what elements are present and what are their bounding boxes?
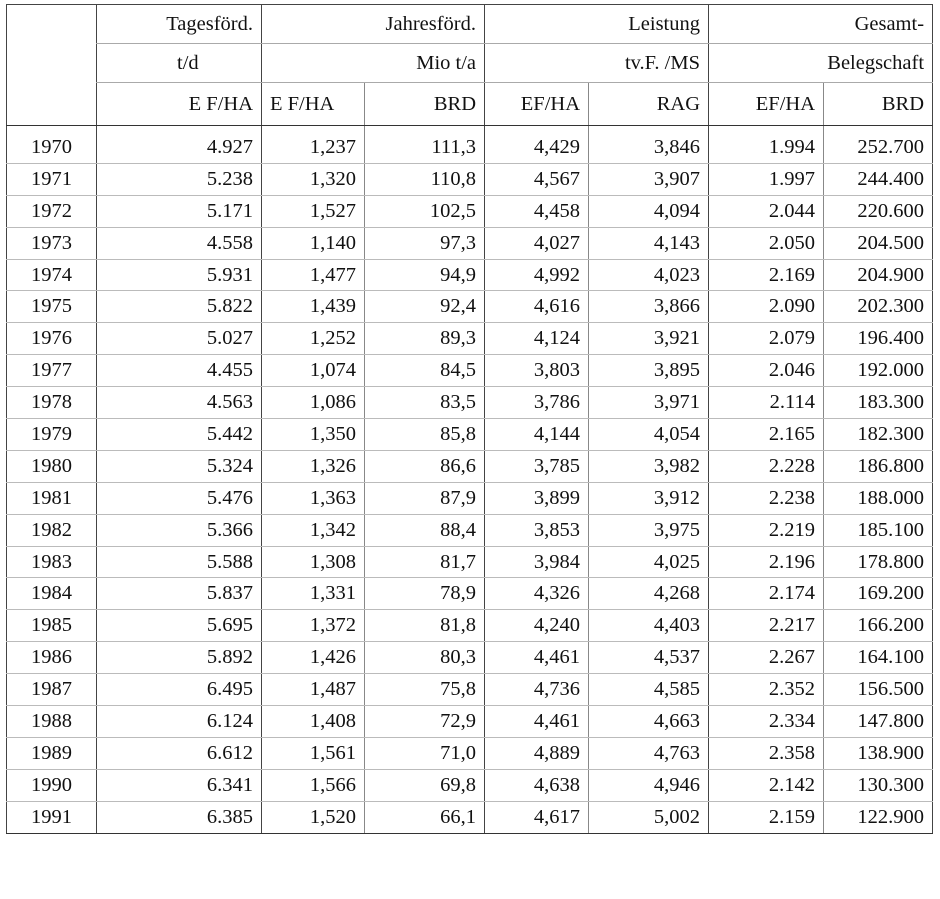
year-cell: 1989 bbox=[7, 737, 97, 769]
leistung-ef-cell: 4,124 bbox=[485, 323, 589, 355]
year-cell: 1979 bbox=[7, 419, 97, 451]
table-row bbox=[7, 514, 933, 546]
header-tagesfoerd: Tagesförd. bbox=[97, 5, 262, 44]
tagesfoerd-cell: 6.385 bbox=[97, 801, 262, 833]
table-row bbox=[7, 227, 933, 259]
jahresfoerd-brd-cell: 87,9 bbox=[365, 482, 485, 514]
year-cell: 1982 bbox=[7, 514, 97, 546]
header-col-5: RAG bbox=[589, 83, 709, 126]
tagesfoerd-cell: 5.695 bbox=[97, 610, 262, 642]
tagesfoerd-cell: 5.238 bbox=[97, 163, 262, 195]
header-col-2: E F/HA bbox=[262, 83, 365, 126]
belegschaft-ef-cell: 1.997 bbox=[709, 163, 824, 195]
jahresfoerd-ef-cell: 1,342 bbox=[262, 514, 365, 546]
jahresfoerd-brd-cell: 102,5 bbox=[365, 195, 485, 227]
table-body bbox=[7, 132, 933, 833]
leistung-ef-cell: 3,803 bbox=[485, 355, 589, 387]
tagesfoerd-cell: 6.612 bbox=[97, 737, 262, 769]
tagesfoerd-cell: 6.341 bbox=[97, 769, 262, 801]
header-corner-2 bbox=[7, 44, 97, 83]
header-col-6: EF/HA bbox=[709, 83, 824, 126]
jahresfoerd-ef-cell: 1,477 bbox=[262, 259, 365, 291]
jahresfoerd-brd-cell: 81,8 bbox=[365, 610, 485, 642]
belegschaft-ef-cell: 2.196 bbox=[709, 546, 824, 578]
year-cell: 1978 bbox=[7, 387, 97, 419]
jahresfoerd-ef-cell: 1,140 bbox=[262, 227, 365, 259]
jahresfoerd-brd-cell: 78,9 bbox=[365, 578, 485, 610]
belegschaft-brd-cell: 182.300 bbox=[824, 419, 933, 451]
belegschaft-ef-cell: 2.044 bbox=[709, 195, 824, 227]
leistung-rag-cell: 4,094 bbox=[589, 195, 709, 227]
tagesfoerd-cell: 4.563 bbox=[97, 387, 262, 419]
tagesfoerd-cell: 6.124 bbox=[97, 706, 262, 738]
year-cell: 1973 bbox=[7, 227, 97, 259]
jahresfoerd-brd-cell: 85,8 bbox=[365, 419, 485, 451]
year-cell: 1988 bbox=[7, 706, 97, 738]
jahresfoerd-brd-cell: 111,3 bbox=[365, 132, 485, 163]
year-cell: 1990 bbox=[7, 769, 97, 801]
jahresfoerd-brd-cell: 94,9 bbox=[365, 259, 485, 291]
belegschaft-ef-cell: 2.238 bbox=[709, 482, 824, 514]
leistung-ef-cell: 3,853 bbox=[485, 514, 589, 546]
leistung-rag-cell: 4,023 bbox=[589, 259, 709, 291]
jahresfoerd-ef-cell: 1,439 bbox=[262, 291, 365, 323]
year-cell: 1971 bbox=[7, 163, 97, 195]
tagesfoerd-cell: 5.931 bbox=[97, 259, 262, 291]
header-gesamt-unit: Belegschaft bbox=[709, 44, 933, 83]
belegschaft-ef-cell: 2.046 bbox=[709, 355, 824, 387]
year-cell: 1977 bbox=[7, 355, 97, 387]
table-row bbox=[7, 195, 933, 227]
belegschaft-ef-cell: 2.079 bbox=[709, 323, 824, 355]
belegschaft-brd-cell: 183.300 bbox=[824, 387, 933, 419]
year-cell: 1976 bbox=[7, 323, 97, 355]
table-row bbox=[7, 706, 933, 738]
belegschaft-brd-cell: 202.300 bbox=[824, 291, 933, 323]
year-cell: 1972 bbox=[7, 195, 97, 227]
tagesfoerd-cell: 5.027 bbox=[97, 323, 262, 355]
belegschaft-ef-cell: 2.217 bbox=[709, 610, 824, 642]
jahresfoerd-ef-cell: 1,252 bbox=[262, 323, 365, 355]
jahresfoerd-brd-cell: 86,6 bbox=[365, 450, 485, 482]
belegschaft-brd-cell: 188.000 bbox=[824, 482, 933, 514]
jahresfoerd-brd-cell: 66,1 bbox=[365, 801, 485, 833]
jahresfoerd-ef-cell: 1,326 bbox=[262, 450, 365, 482]
leistung-rag-cell: 3,912 bbox=[589, 482, 709, 514]
leistung-rag-cell: 4,663 bbox=[589, 706, 709, 738]
leistung-rag-cell: 3,975 bbox=[589, 514, 709, 546]
jahresfoerd-ef-cell: 1,320 bbox=[262, 163, 365, 195]
belegschaft-ef-cell: 2.174 bbox=[709, 578, 824, 610]
belegschaft-ef-cell: 2.228 bbox=[709, 450, 824, 482]
belegschaft-brd-cell: 130.300 bbox=[824, 769, 933, 801]
leistung-ef-cell: 4,429 bbox=[485, 132, 589, 163]
table-row bbox=[7, 482, 933, 514]
leistung-ef-cell: 4,616 bbox=[485, 291, 589, 323]
jahresfoerd-brd-cell: 84,5 bbox=[365, 355, 485, 387]
header-corner-3 bbox=[7, 83, 97, 126]
leistung-ef-cell: 4,567 bbox=[485, 163, 589, 195]
belegschaft-ef-cell: 2.114 bbox=[709, 387, 824, 419]
belegschaft-brd-cell: 138.900 bbox=[824, 737, 933, 769]
table-row bbox=[7, 419, 933, 451]
belegschaft-ef-cell: 1.994 bbox=[709, 132, 824, 163]
leistung-rag-cell: 3,921 bbox=[589, 323, 709, 355]
belegschaft-brd-cell: 196.400 bbox=[824, 323, 933, 355]
leistung-rag-cell: 4,763 bbox=[589, 737, 709, 769]
header-col-7: BRD bbox=[824, 83, 933, 126]
jahresfoerd-brd-cell: 81,7 bbox=[365, 546, 485, 578]
jahresfoerd-brd-cell: 110,8 bbox=[365, 163, 485, 195]
belegschaft-brd-cell: 185.100 bbox=[824, 514, 933, 546]
jahresfoerd-ef-cell: 1,527 bbox=[262, 195, 365, 227]
belegschaft-ef-cell: 2.169 bbox=[709, 259, 824, 291]
jahresfoerd-ef-cell: 1,426 bbox=[262, 642, 365, 674]
jahresfoerd-ef-cell: 1,363 bbox=[262, 482, 365, 514]
leistung-ef-cell: 4,889 bbox=[485, 737, 589, 769]
leistung-rag-cell: 4,054 bbox=[589, 419, 709, 451]
year-cell: 1984 bbox=[7, 578, 97, 610]
leistung-ef-cell: 4,992 bbox=[485, 259, 589, 291]
belegschaft-brd-cell: 178.800 bbox=[824, 546, 933, 578]
jahresfoerd-brd-cell: 88,4 bbox=[365, 514, 485, 546]
belegschaft-brd-cell: 204.900 bbox=[824, 259, 933, 291]
table-row bbox=[7, 355, 933, 387]
jahresfoerd-ef-cell: 1,308 bbox=[262, 546, 365, 578]
leistung-rag-cell: 4,143 bbox=[589, 227, 709, 259]
jahresfoerd-ef-cell: 1,350 bbox=[262, 419, 365, 451]
belegschaft-ef-cell: 2.050 bbox=[709, 227, 824, 259]
table-row bbox=[7, 578, 933, 610]
tagesfoerd-cell: 6.495 bbox=[97, 674, 262, 706]
jahresfoerd-brd-cell: 97,3 bbox=[365, 227, 485, 259]
year-cell: 1970 bbox=[7, 132, 97, 163]
leistung-rag-cell: 4,025 bbox=[589, 546, 709, 578]
jahresfoerd-ef-cell: 1,520 bbox=[262, 801, 365, 833]
year-cell: 1983 bbox=[7, 546, 97, 578]
table-row bbox=[7, 291, 933, 323]
header-corner bbox=[7, 5, 97, 44]
jahresfoerd-brd-cell: 80,3 bbox=[365, 642, 485, 674]
jahresfoerd-brd-cell: 72,9 bbox=[365, 706, 485, 738]
header-leistung: Leistung bbox=[485, 5, 709, 44]
leistung-ef-cell: 3,899 bbox=[485, 482, 589, 514]
jahresfoerd-ef-cell: 1,561 bbox=[262, 737, 365, 769]
belegschaft-ef-cell: 2.159 bbox=[709, 801, 824, 833]
header-jahresfoerd: Jahresförd. bbox=[262, 5, 485, 44]
belegschaft-brd-cell: 204.500 bbox=[824, 227, 933, 259]
production-table bbox=[6, 4, 933, 834]
leistung-ef-cell: 3,984 bbox=[485, 546, 589, 578]
tagesfoerd-cell: 5.324 bbox=[97, 450, 262, 482]
leistung-ef-cell: 4,461 bbox=[485, 706, 589, 738]
tagesfoerd-cell: 5.366 bbox=[97, 514, 262, 546]
tagesfoerd-cell: 5.442 bbox=[97, 419, 262, 451]
year-cell: 1985 bbox=[7, 610, 97, 642]
belegschaft-brd-cell: 122.900 bbox=[824, 801, 933, 833]
jahresfoerd-ef-cell: 1,237 bbox=[262, 132, 365, 163]
belegschaft-ef-cell: 2.142 bbox=[709, 769, 824, 801]
header-jahresfoerd-unit: Mio t/a bbox=[262, 44, 485, 83]
year-cell: 1991 bbox=[7, 801, 97, 833]
table-row bbox=[7, 642, 933, 674]
jahresfoerd-ef-cell: 1,566 bbox=[262, 769, 365, 801]
jahresfoerd-ef-cell: 1,331 bbox=[262, 578, 365, 610]
jahresfoerd-ef-cell: 1,408 bbox=[262, 706, 365, 738]
leistung-ef-cell: 4,638 bbox=[485, 769, 589, 801]
leistung-rag-cell: 3,907 bbox=[589, 163, 709, 195]
year-cell: 1981 bbox=[7, 482, 97, 514]
table-row bbox=[7, 323, 933, 355]
table-row bbox=[7, 132, 933, 163]
tagesfoerd-cell: 5.588 bbox=[97, 546, 262, 578]
table-row bbox=[7, 259, 933, 291]
leistung-ef-cell: 3,785 bbox=[485, 450, 589, 482]
table-row bbox=[7, 387, 933, 419]
table-row bbox=[7, 450, 933, 482]
year-cell: 1980 bbox=[7, 450, 97, 482]
leistung-ef-cell: 4,458 bbox=[485, 195, 589, 227]
belegschaft-brd-cell: 156.500 bbox=[824, 674, 933, 706]
belegschaft-brd-cell: 166.200 bbox=[824, 610, 933, 642]
header-col-1: E F/HA bbox=[97, 83, 262, 126]
jahresfoerd-ef-cell: 1,487 bbox=[262, 674, 365, 706]
leistung-rag-cell: 4,268 bbox=[589, 578, 709, 610]
leistung-ef-cell: 4,144 bbox=[485, 419, 589, 451]
leistung-rag-cell: 3,866 bbox=[589, 291, 709, 323]
belegschaft-ef-cell: 2.219 bbox=[709, 514, 824, 546]
header-col-3: BRD bbox=[365, 83, 485, 126]
tagesfoerd-cell: 4.927 bbox=[97, 132, 262, 163]
belegschaft-ef-cell: 2.267 bbox=[709, 642, 824, 674]
leistung-rag-cell: 4,585 bbox=[589, 674, 709, 706]
jahresfoerd-brd-cell: 75,8 bbox=[365, 674, 485, 706]
leistung-rag-cell: 4,946 bbox=[589, 769, 709, 801]
leistung-rag-cell: 5,002 bbox=[589, 801, 709, 833]
year-cell: 1974 bbox=[7, 259, 97, 291]
leistung-ef-cell: 4,617 bbox=[485, 801, 589, 833]
year-cell: 1987 bbox=[7, 674, 97, 706]
leistung-rag-cell: 4,403 bbox=[589, 610, 709, 642]
leistung-rag-cell: 4,537 bbox=[589, 642, 709, 674]
belegschaft-ef-cell: 2.090 bbox=[709, 291, 824, 323]
header-row-3 bbox=[7, 83, 933, 126]
table-row bbox=[7, 546, 933, 578]
tagesfoerd-cell: 5.476 bbox=[97, 482, 262, 514]
leistung-ef-cell: 4,240 bbox=[485, 610, 589, 642]
table-row bbox=[7, 674, 933, 706]
tagesfoerd-cell: 5.837 bbox=[97, 578, 262, 610]
jahresfoerd-brd-cell: 71,0 bbox=[365, 737, 485, 769]
table-row bbox=[7, 163, 933, 195]
header-col-4: EF/HA bbox=[485, 83, 589, 126]
year-cell: 1975 bbox=[7, 291, 97, 323]
leistung-rag-cell: 3,895 bbox=[589, 355, 709, 387]
jahresfoerd-ef-cell: 1,074 bbox=[262, 355, 365, 387]
tagesfoerd-cell: 5.171 bbox=[97, 195, 262, 227]
belegschaft-brd-cell: 252.700 bbox=[824, 132, 933, 163]
table-row bbox=[7, 610, 933, 642]
header-row-2 bbox=[7, 44, 933, 83]
tagesfoerd-cell: 4.558 bbox=[97, 227, 262, 259]
leistung-ef-cell: 4,027 bbox=[485, 227, 589, 259]
belegschaft-ef-cell: 2.358 bbox=[709, 737, 824, 769]
table-row bbox=[7, 737, 933, 769]
jahresfoerd-brd-cell: 92,4 bbox=[365, 291, 485, 323]
belegschaft-brd-cell: 220.600 bbox=[824, 195, 933, 227]
jahresfoerd-ef-cell: 1,086 bbox=[262, 387, 365, 419]
header-leistung-unit: tv.F. /MS bbox=[485, 44, 709, 83]
leistung-rag-cell: 3,982 bbox=[589, 450, 709, 482]
belegschaft-brd-cell: 169.200 bbox=[824, 578, 933, 610]
header-row-1 bbox=[7, 5, 933, 44]
table-row bbox=[7, 801, 933, 833]
belegschaft-ef-cell: 2.334 bbox=[709, 706, 824, 738]
jahresfoerd-brd-cell: 89,3 bbox=[365, 323, 485, 355]
leistung-rag-cell: 3,971 bbox=[589, 387, 709, 419]
belegschaft-ef-cell: 2.352 bbox=[709, 674, 824, 706]
belegschaft-brd-cell: 192.000 bbox=[824, 355, 933, 387]
belegschaft-brd-cell: 186.800 bbox=[824, 450, 933, 482]
header-tagesfoerd-unit: t/d bbox=[97, 44, 262, 83]
header-gesamt: Gesamt- bbox=[709, 5, 933, 44]
belegschaft-ef-cell: 2.165 bbox=[709, 419, 824, 451]
tagesfoerd-cell: 4.455 bbox=[97, 355, 262, 387]
belegschaft-brd-cell: 164.100 bbox=[824, 642, 933, 674]
leistung-ef-cell: 3,786 bbox=[485, 387, 589, 419]
belegschaft-brd-cell: 244.400 bbox=[824, 163, 933, 195]
leistung-ef-cell: 4,326 bbox=[485, 578, 589, 610]
tagesfoerd-cell: 5.822 bbox=[97, 291, 262, 323]
jahresfoerd-brd-cell: 83,5 bbox=[365, 387, 485, 419]
leistung-rag-cell: 3,846 bbox=[589, 132, 709, 163]
jahresfoerd-ef-cell: 1,372 bbox=[262, 610, 365, 642]
table-row bbox=[7, 769, 933, 801]
belegschaft-brd-cell: 147.800 bbox=[824, 706, 933, 738]
year-cell: 1986 bbox=[7, 642, 97, 674]
leistung-ef-cell: 4,461 bbox=[485, 642, 589, 674]
leistung-ef-cell: 4,736 bbox=[485, 674, 589, 706]
jahresfoerd-brd-cell: 69,8 bbox=[365, 769, 485, 801]
tagesfoerd-cell: 5.892 bbox=[97, 642, 262, 674]
